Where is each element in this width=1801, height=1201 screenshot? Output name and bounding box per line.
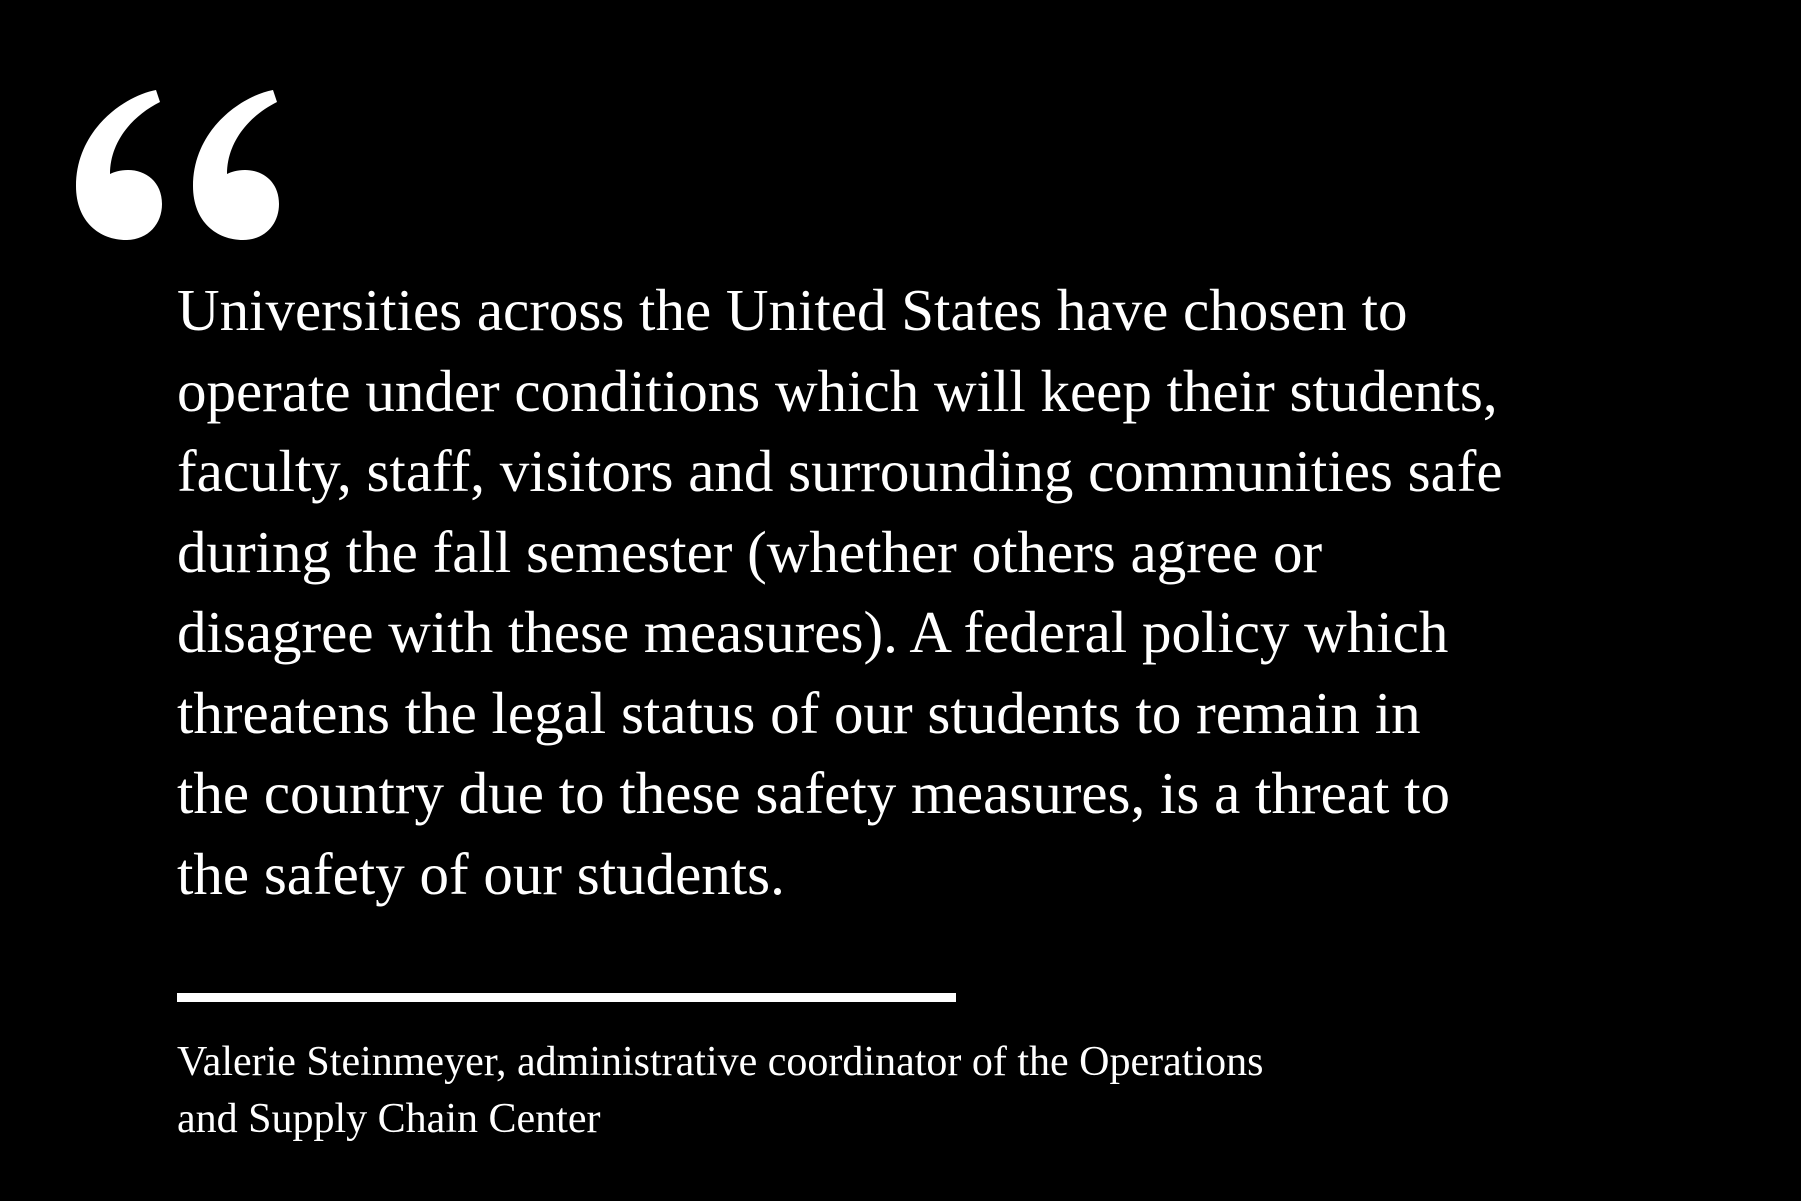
open-quote-icon	[70, 86, 280, 246]
quote-line: faculty, staff, visitors and surrounding communities safe	[177, 438, 1503, 504]
attribution-line: and Supply Chain Center	[177, 1096, 601, 1142]
quote-line: the country due to these safety measures, is a threat to	[177, 760, 1450, 826]
attribution	[177, 1034, 1737, 1148]
attribution-line: Valerie Steinmeyer, administrative coordinator of the Operations	[177, 1039, 1264, 1085]
quote-text	[177, 270, 1737, 914]
quote-line: operate under conditions which will keep their students,	[177, 357, 1498, 424]
divider	[177, 993, 956, 1002]
quote-line: during the fall semester (whether others agree or	[177, 518, 1323, 585]
quote-line: the safety of our students.	[177, 840, 785, 907]
quote-line: Universities across the United States have chosen to	[177, 277, 1408, 343]
quote-line: threatens the legal status of our students to remain in	[177, 679, 1421, 746]
quote-line: disagree with these measures). A federal policy which	[177, 599, 1449, 665]
